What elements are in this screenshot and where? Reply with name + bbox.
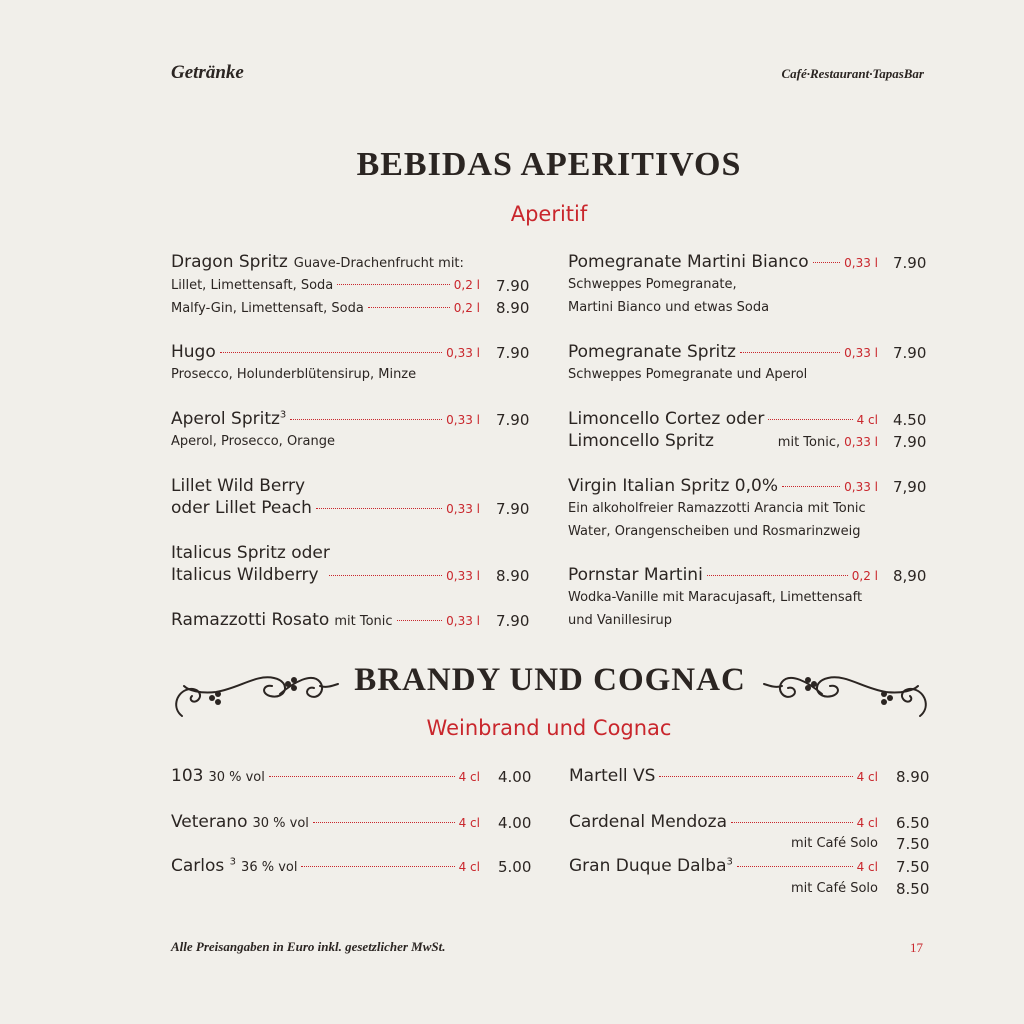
menu-item-virgin-spritz [568, 476, 878, 496]
leader-dots [290, 419, 442, 420]
leader-dots [269, 776, 455, 777]
menu-item-pomegranate-spritz [568, 342, 878, 362]
item-volume: 4 cl [458, 816, 480, 830]
item-volume: 4 cl [458, 860, 480, 874]
item-name: Dragon Spritz [171, 252, 288, 272]
leader-dots [368, 307, 450, 308]
flourish-ornament-icon [760, 664, 932, 722]
footer-note: Alle Preisangaben in Euro inkl. gesetzlicher MwSt. [171, 939, 446, 954]
item-name: Italicus Spritz oder [171, 543, 330, 563]
leader-dots [397, 620, 443, 621]
item-volume: 0,2 l [851, 569, 878, 583]
menu-item-dragon-malfy [171, 301, 480, 316]
flourish-ornament-icon [170, 664, 342, 722]
item-desc: Schweppes Pomegranate und Aperol [568, 367, 808, 382]
menu-item-gran-duque [569, 856, 878, 876]
leader-dots [813, 262, 840, 263]
menu-item-limoncello-spritz [568, 431, 878, 451]
item-name: Virgin Italian Spritz 0,0% [568, 476, 778, 496]
item-variant: Malfy-Gin, Limettensaft, Soda [171, 301, 364, 316]
item-desc: und Vanillesirup [568, 613, 673, 628]
item-desc: Ein alkoholfreier Ramazzotti Arancia mit Tonic [568, 501, 866, 516]
item-abv: 30 % vol [208, 770, 265, 785]
leader-dots [737, 866, 853, 867]
item-name-text: Gran Duque Dalba [569, 856, 727, 876]
item-desc: Water, Orangenscheiben und Rosmarinzweig [568, 524, 861, 539]
item-price: 7.90 [893, 344, 927, 362]
item-price: 7.50 [896, 835, 930, 853]
item-price: 8,90 [893, 567, 927, 585]
item-name: Italicus Wildberry [171, 565, 319, 585]
item-volume: 0,33 l [446, 346, 480, 360]
item-price: 8.90 [496, 299, 530, 317]
item-price: 7.90 [496, 411, 530, 429]
item-desc: Guave-Drachenfrucht mit: [293, 256, 464, 271]
item-volume: 0,2 l [453, 301, 480, 315]
menu-item-pomegranate-martini [568, 252, 878, 272]
menu-item-pornstar [568, 565, 878, 585]
item-name [569, 856, 733, 876]
menu-item-dragon-lillet [171, 278, 480, 293]
menu-item-limoncello-cortez [568, 409, 878, 429]
item-name: Ramazzotti Rosato [171, 610, 330, 630]
item-price: 4.00 [498, 814, 532, 832]
item-price: 7,90 [893, 478, 927, 496]
item-volume: 0,33 l [844, 435, 878, 449]
item-volume: 4 cl [856, 860, 878, 874]
leader-dots [768, 419, 852, 420]
item-desc: Wodka-Vanille mit Maracujasaft, Limettensaft [568, 590, 863, 605]
leader-dots [316, 508, 442, 509]
item-price: 7.90 [496, 612, 530, 630]
leader-dots [659, 776, 852, 777]
item-name [171, 409, 286, 429]
item-name: Limoncello Cortez oder [568, 409, 765, 429]
item-abv: 36 % vol [241, 860, 298, 875]
item-name: Pomegranate Spritz [568, 342, 736, 362]
item-volume: 0,33 l [844, 256, 878, 270]
item-price: 4.00 [498, 768, 532, 786]
section-title-brandy: BRANDY UND COGNAC [354, 662, 746, 698]
item-desc: Prosecco, Holunderblütensirup, Minze [171, 367, 417, 382]
item-variant: Lillet, Limettensaft, Soda [171, 278, 334, 293]
leader-dots [220, 352, 442, 353]
leader-dots [337, 284, 450, 285]
item-name: Limoncello Spritz [568, 431, 714, 451]
leader-dots [731, 822, 853, 823]
leader-dots [707, 575, 848, 576]
menu-item-hugo [171, 342, 480, 362]
item-name [171, 856, 236, 876]
item-desc: Martini Bianco und etwas Soda [568, 300, 770, 315]
leader-dots [329, 575, 443, 576]
menu-item-veterano [171, 812, 480, 832]
item-name: Lillet Wild Berry [171, 476, 306, 496]
item-volume: 4 cl [856, 816, 878, 830]
item-price: 7.90 [893, 254, 927, 272]
section-subtitle-aperitif: Aperitif [510, 202, 588, 226]
header-section-title: Getränke [171, 62, 244, 83]
item-name-text: Carlos [171, 856, 225, 876]
item-volume: 0,2 l [453, 278, 480, 292]
item-price: 8.90 [896, 768, 930, 786]
item-name: Pomegranate Martini Bianco [568, 252, 809, 272]
item-price: 7.90 [496, 500, 530, 518]
item-name-text: Aperol Spritz [171, 409, 280, 429]
item-price: 4.50 [893, 411, 927, 429]
item-volume: 0,33 l [446, 614, 480, 628]
page-number: 17 [910, 940, 923, 955]
menu-item-martell [569, 766, 878, 786]
item-name: Cardenal Mendoza [569, 812, 727, 832]
item-volume: 0,33 l [844, 346, 878, 360]
menu-item-103 [171, 766, 480, 786]
item-price: 7.90 [496, 344, 530, 362]
item-name: Hugo [171, 342, 216, 362]
leader-dots [301, 866, 454, 867]
menu-item-dragon-spritz [171, 252, 464, 272]
menu-item-aperol [171, 409, 480, 429]
item-desc: Aperol, Prosecco, Orange [171, 434, 335, 449]
item-volume: 4 cl [856, 770, 878, 784]
item-note: mit Tonic, [777, 435, 841, 450]
section-subtitle-weinbrand: Weinbrand und Cognac [426, 716, 672, 740]
item-name: Veterano [171, 812, 248, 832]
item-price: 7.90 [496, 277, 530, 295]
item-price: 8.90 [496, 567, 530, 585]
item-price: 7.90 [893, 433, 927, 451]
item-volume: 4 cl [458, 770, 480, 784]
leader-dots [782, 486, 840, 487]
leader-dots [740, 352, 840, 353]
item-name: oder Lillet Peach [171, 498, 312, 518]
menu-item-lillet [171, 498, 480, 518]
footnote-mark: 3 [726, 856, 733, 868]
item-price: 7.50 [896, 858, 930, 876]
item-volume: 0,33 l [844, 480, 878, 494]
item-name: Pornstar Martini [568, 565, 703, 585]
item-volume: 4 cl [856, 413, 878, 427]
menu-item-carlos [171, 856, 480, 876]
item-name: 103 [171, 766, 204, 786]
item-volume: 0,33 l [446, 569, 480, 583]
item-price: 6.50 [896, 814, 930, 832]
menu-item-ramazzotti [171, 610, 480, 630]
item-price: 8.50 [896, 880, 930, 898]
item-price: 5.00 [498, 858, 532, 876]
section-title-aperitivos: BEBIDAS APERITIVOS [356, 146, 742, 183]
item-note: mit Tonic [334, 614, 393, 629]
item-volume: 0,33 l [446, 413, 480, 427]
item-desc: Schweppes Pomegranate, [568, 277, 737, 292]
menu-item-italicus [171, 565, 480, 585]
footnote-mark: 3 [279, 409, 287, 421]
footnote-mark: 3 [229, 856, 237, 868]
leader-dots [313, 822, 455, 823]
item-note: mit Café Solo [790, 881, 878, 896]
item-abv: 30 % vol [252, 816, 309, 831]
item-name: Martell VS [569, 766, 656, 786]
menu-item-cardenal [569, 812, 878, 832]
item-volume: 0,33 l [446, 502, 480, 516]
item-note: mit Café Solo [790, 836, 878, 851]
header-brand: Café·Restaurant·TapasBar [781, 66, 924, 81]
